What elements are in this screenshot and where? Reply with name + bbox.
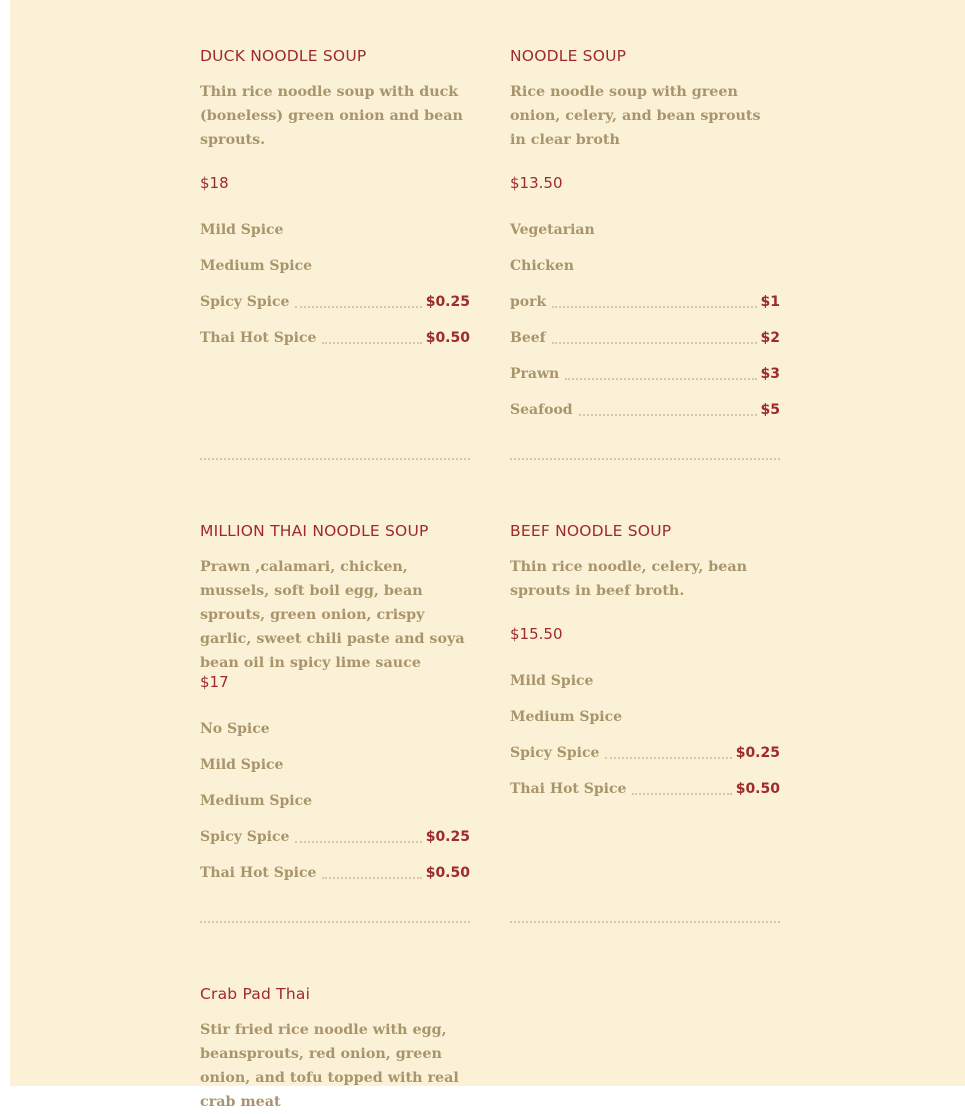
dotted-leader (552, 342, 757, 344)
option-price: $0.25 (425, 294, 470, 310)
option-row[interactable] (200, 289, 470, 311)
option-label: Beef (510, 330, 546, 346)
dotted-leader (605, 757, 731, 759)
option-label: Prawn (510, 366, 560, 382)
option-label: Medium Spice (200, 793, 313, 809)
item-separator (200, 921, 470, 923)
menu-page (10, 0, 965, 1110)
item-price: $15.50 (510, 625, 563, 643)
option-label: Mild Spice (200, 222, 284, 238)
item-price: $13.50 (510, 174, 563, 192)
dotted-leader (632, 793, 731, 795)
option-row[interactable] (200, 716, 470, 738)
option-row[interactable] (510, 325, 780, 347)
dotted-leader (295, 841, 421, 843)
option-label: Spicy Spice (200, 294, 290, 310)
item-description: Stir fried rice noodle with egg, beansprouts, red onion, green onion, and tofu topped with real crab meat (200, 1022, 459, 1110)
option-label: Chicken (510, 258, 574, 274)
item-price: $18 (200, 174, 229, 192)
option-label: Thai Hot Spice (510, 781, 627, 797)
item-separator (510, 921, 780, 923)
option-price: $0.50 (425, 865, 470, 881)
option-row[interactable] (200, 217, 470, 239)
item-separator (200, 458, 470, 460)
option-row[interactable] (510, 217, 780, 239)
option-label: Medium Spice (200, 258, 313, 274)
option-label: Thai Hot Spice (200, 330, 317, 346)
option-row[interactable] (510, 361, 780, 383)
item-description: Rice noodle soup with green onion, celery, and bean sprouts in clear broth (510, 84, 761, 148)
item-title: NOODLE SOUP (510, 47, 627, 65)
item-title: BEEF NOODLE SOUP (510, 522, 672, 540)
item-separator (510, 458, 780, 460)
option-price: $0.50 (425, 330, 470, 346)
option-row[interactable] (200, 325, 470, 347)
option-label: Seafood (510, 402, 573, 418)
option-row[interactable] (510, 776, 780, 798)
item-description: Thin rice noodle, celery, bean sprouts in beef broth. (510, 559, 748, 599)
option-price: $1 (760, 294, 780, 310)
option-row[interactable] (510, 289, 780, 311)
option-label: Medium Spice (510, 709, 623, 725)
option-row[interactable] (510, 704, 780, 726)
dotted-leader (295, 306, 421, 308)
item-description: Thin rice noodle soup with duck (boneless) green onion and bean sprouts. (200, 84, 463, 148)
dotted-leader (322, 342, 421, 344)
option-row[interactable] (200, 752, 470, 774)
option-price: $2 (760, 330, 780, 346)
option-label: No Spice (200, 721, 270, 737)
option-price: $0.50 (735, 781, 780, 797)
item-description: Prawn ,calamari, chicken, mussels, soft boil egg, bean sprouts, green onion, crispy garlic, sweet chili paste and soya bean oil in spicy lime sauce (200, 559, 465, 671)
option-row[interactable] (200, 253, 470, 275)
dotted-leader (322, 877, 421, 879)
option-row[interactable] (200, 824, 470, 846)
option-price: $0.25 (425, 829, 470, 845)
item-price: $17 (200, 673, 229, 691)
option-label: Thai Hot Spice (200, 865, 317, 881)
option-label: pork (510, 294, 547, 310)
option-row[interactable] (200, 788, 470, 810)
item-title: MILLION THAI NOODLE SOUP (200, 522, 429, 540)
item-title: DUCK NOODLE SOUP (200, 47, 367, 65)
option-row[interactable] (510, 668, 780, 690)
option-label: Mild Spice (510, 673, 594, 689)
item-title: Crab Pad Thai (200, 985, 311, 1003)
option-price: $3 (760, 366, 780, 382)
dotted-leader (579, 414, 757, 416)
dotted-leader (552, 306, 756, 308)
option-price: $5 (760, 402, 780, 418)
option-price: $0.25 (735, 745, 780, 761)
option-label: Spicy Spice (510, 745, 600, 761)
option-row[interactable] (510, 253, 780, 275)
option-label: Mild Spice (200, 757, 284, 773)
option-row[interactable] (510, 740, 780, 762)
option-row[interactable] (200, 860, 470, 882)
dotted-leader (565, 378, 756, 380)
option-label: Vegetarian (510, 222, 595, 238)
option-label: Spicy Spice (200, 829, 290, 845)
option-row[interactable] (510, 397, 780, 419)
